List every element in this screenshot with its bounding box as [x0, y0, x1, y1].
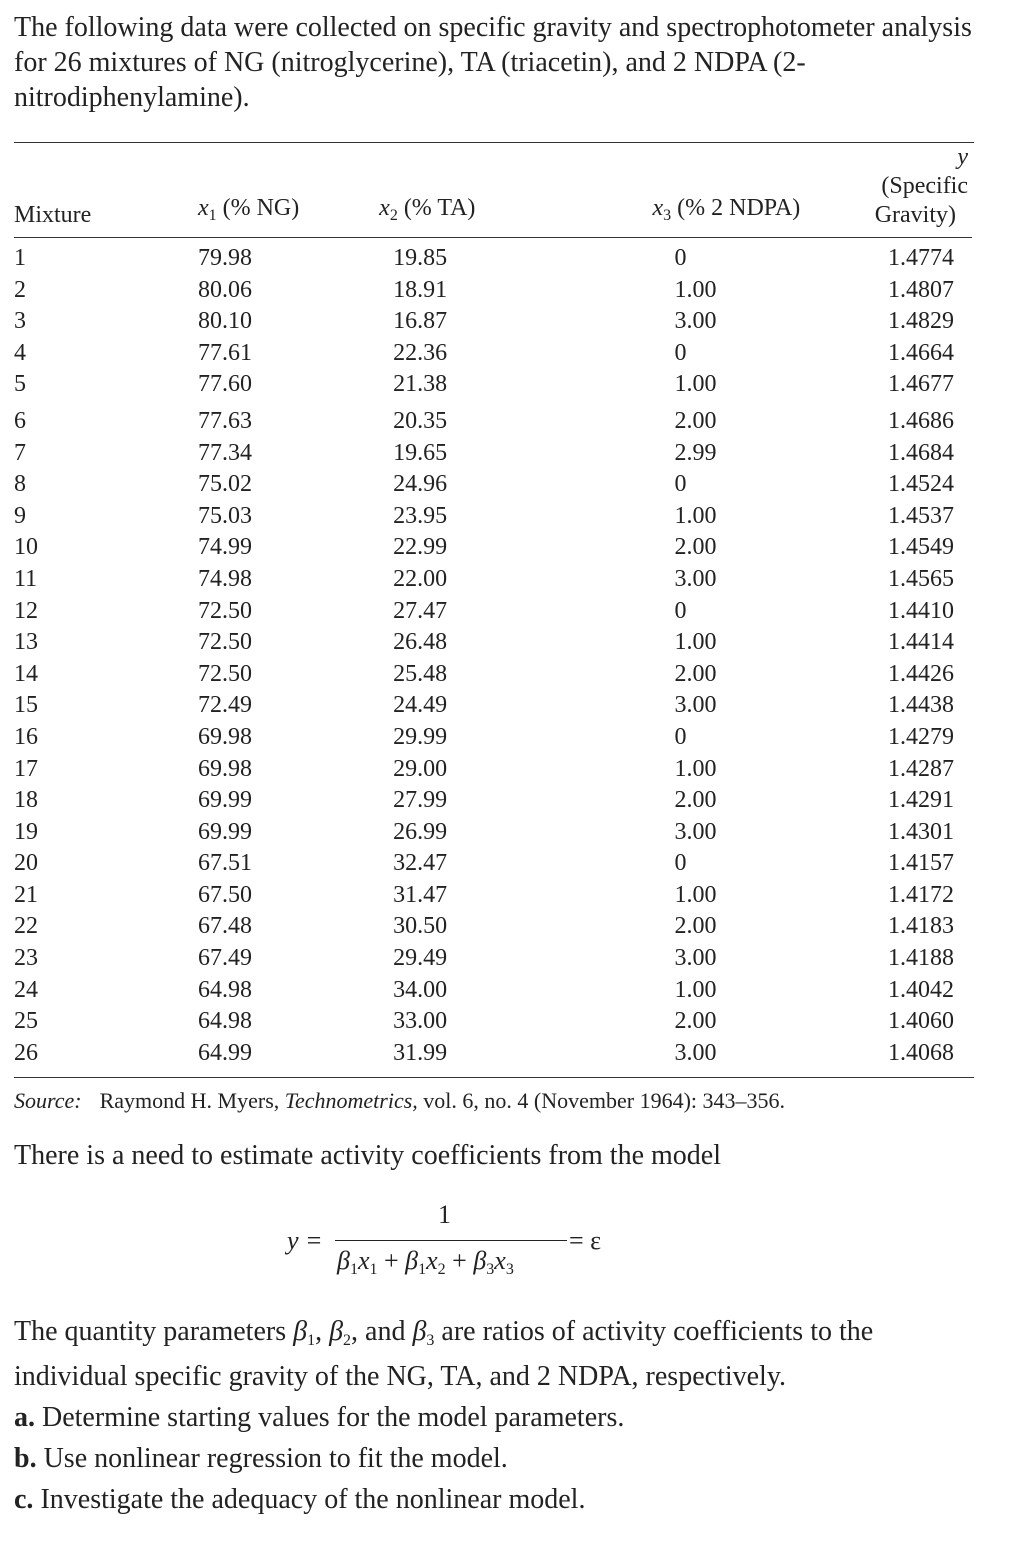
x3-cell: 2.00: [674, 1008, 717, 1035]
header-x3: $x_3$ (% 2 NDPA): [652, 195, 801, 224]
need-text: There is a need to estimate activity coefficients from the model: [14, 1140, 721, 1172]
table-row: [14, 238, 972, 275]
x2-cell: 29.49: [393, 945, 448, 972]
table-row: [14, 401, 972, 438]
y-cell: 1.4684: [888, 439, 954, 466]
table-row: [14, 469, 972, 501]
y-cell: 1.4829: [888, 308, 954, 335]
mixture-cell: 16: [14, 723, 38, 750]
x3-cell: 1.00: [674, 881, 717, 908]
mixture-cell: 11: [14, 565, 38, 592]
table-row: [14, 532, 972, 564]
table-row: [14, 338, 972, 370]
mixture-cell: 19: [14, 818, 38, 845]
x2-cell: 26.48: [393, 629, 448, 656]
model-equation: [275, 1200, 615, 1280]
y-cell: 1.4537: [888, 502, 954, 529]
x1-cell: 69.99: [197, 818, 252, 845]
mixture-cell: 24: [14, 976, 38, 1003]
y-cell: 1.4188: [888, 945, 954, 972]
mixture-cell: 25: [14, 1008, 38, 1035]
y-cell: 1.4414: [888, 629, 954, 656]
intro-text: The following data were collected on specific gravity and spectrophotometer analysis for 26 mixtures of NG (nitroglycerine), TA (triacetin), and 2 NDPA (2-nitrodiphenylamine).: [14, 12, 972, 113]
x3-cell: 1.00: [674, 629, 717, 656]
mixture-cell: 6: [14, 407, 26, 434]
mixture-cell: 20: [14, 850, 38, 877]
table-row: [14, 848, 972, 880]
source-author: Raymond H. Myers,: [99, 1088, 285, 1114]
x2-cell: 24.96: [393, 471, 448, 498]
mixture-cell: 22: [14, 913, 38, 940]
header-x1: $x_1$ (% NG): [197, 195, 300, 224]
y-cell: 1.4549: [888, 534, 954, 561]
y-cell: 1.4172: [888, 881, 954, 908]
part-b: b. Use nonlinear regression to fit the model.: [14, 1443, 508, 1474]
mixture-cell: 14: [14, 660, 38, 687]
x2-cell: 20.35: [393, 407, 448, 434]
x3-cell: 0: [674, 597, 687, 624]
x3-cell: 1.00: [674, 371, 717, 398]
mixture-cell: 7: [14, 439, 26, 466]
part-a: a. Determine starting values for the model parameters.: [14, 1402, 625, 1433]
x3-cell: 0: [674, 245, 687, 271]
source-details: vol. 6, no. 4 (November 1964): 343–356.: [417, 1088, 786, 1114]
x1-cell: 72.49: [197, 692, 252, 719]
x2-cell: 31.47: [393, 881, 448, 908]
x1-cell: 69.98: [197, 723, 252, 750]
equation-lhs: y =: [287, 1226, 323, 1255]
x1-cell: 67.50: [197, 881, 252, 908]
y-cell: 1.4287: [888, 755, 954, 782]
table-row: [14, 817, 972, 849]
mixture-cell: 8: [14, 471, 26, 498]
header-x2: $x_2$ (% TA): [379, 195, 476, 224]
header-mixture: Mixture: [14, 202, 92, 228]
mixture-cell: 26: [14, 1039, 38, 1066]
mixture-cell: 5: [14, 371, 26, 398]
x2-cell: 29.00: [393, 755, 448, 782]
x2-cell: 18.91: [393, 276, 448, 303]
mixture-cell: 21: [14, 881, 38, 908]
y-cell: 1.4565: [888, 565, 954, 592]
x1-cell: 67.51: [197, 850, 252, 877]
x1-cell: 79.98: [197, 245, 252, 271]
x3-cell: 1.00: [674, 976, 717, 1003]
x1-cell: 64.99: [197, 1039, 252, 1066]
x3-cell: 3.00: [674, 692, 717, 719]
x3-cell: 0: [674, 339, 687, 366]
mixture-cell: 4: [14, 339, 26, 366]
source-line: [14, 1086, 974, 1116]
y-cell: 1.4524: [888, 471, 954, 498]
fraction-bar: [335, 1240, 567, 1241]
y-cell: 1.4664: [888, 339, 954, 366]
mixture-cell: 13: [14, 629, 38, 656]
x2-cell: 26.99: [393, 818, 448, 845]
x3-cell: 2.00: [674, 407, 717, 434]
table-row: [14, 880, 972, 912]
y-cell: 1.4060: [888, 1008, 954, 1035]
y-cell: 1.4774: [888, 245, 954, 271]
y-cell: 1.4068: [888, 1039, 954, 1066]
x2-cell: 33.00: [393, 1008, 448, 1035]
x2-cell: 21.38: [393, 371, 448, 398]
x1-cell: 67.48: [197, 913, 252, 940]
x1-cell: 77.60: [197, 371, 252, 398]
y-cell: 1.4301: [888, 818, 954, 845]
x3-cell: 3.00: [674, 308, 717, 335]
x3-cell: 2.00: [674, 534, 717, 561]
equation-rhs: = ε: [569, 1226, 602, 1255]
y-cell: 1.4042: [888, 976, 954, 1003]
source-journal: Technometrics,: [284, 1088, 418, 1114]
table-header-row: [14, 143, 972, 237]
mixture-cell: 23: [14, 945, 38, 972]
x3-cell: 2.99: [674, 439, 717, 466]
x3-cell: 1.00: [674, 502, 717, 529]
header-y: y (Specific Gravity): [874, 144, 968, 228]
x3-cell: 2.00: [674, 787, 717, 814]
problem-page: [14, 10, 974, 1174]
x2-cell: 27.99: [393, 787, 448, 814]
x2-cell: 23.95: [393, 502, 448, 529]
x1-cell: 75.03: [197, 502, 252, 529]
mixture-cell: 3: [14, 308, 26, 335]
table-row: [14, 1038, 972, 1070]
table-row: [14, 785, 972, 817]
x2-cell: 22.00: [393, 565, 448, 592]
y-cell: 1.4686: [888, 407, 954, 434]
table-row: [14, 754, 972, 786]
y-cell: 1.4438: [888, 692, 954, 719]
table-row: [14, 911, 972, 943]
table-body: [14, 238, 972, 1069]
x1-cell: 74.99: [197, 534, 252, 561]
table-row: [14, 943, 972, 975]
x1-cell: 72.50: [197, 597, 252, 624]
x3-cell: 0: [674, 723, 687, 750]
x2-cell: 29.99: [393, 723, 448, 750]
table-row: [14, 659, 972, 691]
equation-numerator: 1: [438, 1200, 451, 1229]
x3-cell: 1.00: [674, 755, 717, 782]
bottom-text: [14, 1314, 989, 1520]
x2-cell: 25.48: [393, 660, 448, 687]
y-cell: 1.4426: [888, 660, 954, 687]
x2-cell: 19.85: [393, 245, 448, 271]
x1-cell: 80.06: [197, 276, 252, 303]
y-cell: 1.4677: [888, 371, 954, 398]
x3-cell: 2.00: [674, 660, 717, 687]
table-row: [14, 438, 972, 470]
table-bottom-rule: [14, 1077, 974, 1078]
x2-cell: 22.36: [393, 339, 448, 366]
x1-cell: 72.50: [197, 629, 252, 656]
x3-cell: 0: [674, 850, 687, 877]
y-cell: 1.4183: [888, 913, 954, 940]
x3-cell: 3.00: [674, 565, 717, 592]
y-cell: 1.4157: [888, 850, 954, 877]
table-row: [14, 501, 972, 533]
table-row: [14, 564, 972, 596]
x1-cell: 74.98: [197, 565, 252, 592]
table-row: [14, 1006, 972, 1038]
table-row: [14, 306, 972, 338]
y-cell: 1.4807: [888, 276, 954, 303]
mixture-cell: 1: [14, 245, 26, 271]
x1-cell: 75.02: [197, 471, 252, 498]
x2-cell: 30.50: [393, 913, 448, 940]
mixture-cell: 12: [14, 597, 38, 624]
mixture-cell: 18: [14, 787, 38, 814]
y-cell: 1.4291: [888, 787, 954, 814]
mixture-cell: 9: [14, 502, 26, 529]
x2-cell: 34.00: [393, 976, 448, 1003]
x2-cell: 24.49: [393, 692, 448, 719]
mixture-cell: 2: [14, 276, 26, 303]
mixture-cell: 10: [14, 534, 38, 561]
x1-cell: 77.63: [197, 407, 252, 434]
table-row: [14, 722, 972, 754]
mixture-cell: 15: [14, 692, 38, 719]
data-table: [14, 143, 972, 1069]
x1-cell: 64.98: [197, 1008, 252, 1035]
x3-cell: 0: [674, 471, 687, 498]
y-cell: 1.4410: [888, 597, 954, 624]
parameter-description: The quantity parameters $\beta_1$, $\beta_2$, and $\beta_3$ are ratios of activity coefficients to the individual specific gravity of the NG, TA, and 2 NDPA, respectively.: [14, 1316, 874, 1392]
table-row: [14, 627, 972, 659]
equation-denominator: $\beta_1x_1 + \beta_1x_2 + \beta_3x_3$: [337, 1246, 514, 1278]
x2-cell: 31.99: [393, 1039, 448, 1066]
table-row: [14, 369, 972, 401]
x1-cell: 72.50: [197, 660, 252, 687]
x1-cell: 69.99: [197, 787, 252, 814]
x2-cell: 32.47: [393, 850, 448, 877]
x2-cell: 27.47: [393, 597, 448, 624]
x1-cell: 77.34: [197, 439, 252, 466]
x3-cell: 3.00: [674, 1039, 717, 1066]
x1-cell: 80.10: [197, 308, 252, 335]
table-row: [14, 275, 972, 307]
table-row: [14, 975, 972, 1007]
x3-cell: 3.00: [674, 818, 717, 845]
x2-cell: 19.65: [393, 439, 448, 466]
x2-cell: 16.87: [393, 308, 448, 335]
x3-cell: 2.00: [674, 913, 717, 940]
source-label: Source:: [14, 1088, 82, 1114]
x2-cell: 22.99: [393, 534, 448, 561]
table-row: [14, 596, 972, 628]
mixture-cell: 17: [14, 755, 38, 782]
x1-cell: 77.61: [197, 339, 252, 366]
x3-cell: 1.00: [674, 276, 717, 303]
x3-cell: 3.00: [674, 945, 717, 972]
y-cell: 1.4279: [888, 723, 954, 750]
x1-cell: 69.98: [197, 755, 252, 782]
x1-cell: 64.98: [197, 976, 252, 1003]
x1-cell: 67.49: [197, 945, 252, 972]
table-row: [14, 690, 972, 722]
part-c: c. Investigate the adequacy of the nonlinear model.: [14, 1484, 586, 1515]
